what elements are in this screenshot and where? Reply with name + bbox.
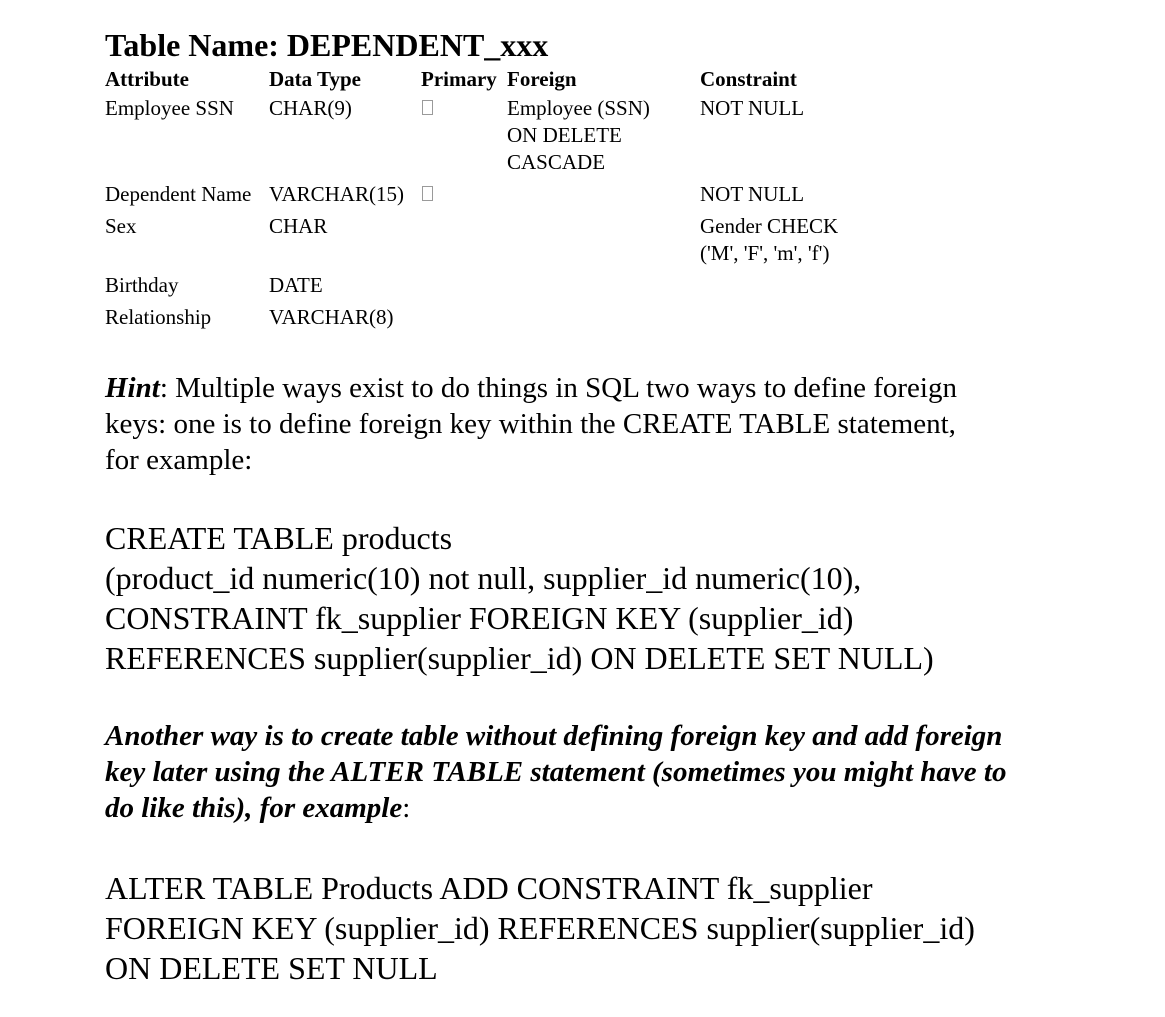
- primary-key-checkbox-icon: [422, 186, 433, 201]
- cell-data-type: DATE: [269, 273, 323, 297]
- another-way-text: Another way is to create table without defining foreign key and add foreign key later using the ALTER TABLE statement (sometimes you might have to do like this), for example: [105, 720, 1007, 824]
- another-way-colon: :: [402, 792, 411, 824]
- cell-primary: [421, 270, 507, 302]
- table-row: [105, 270, 900, 302]
- cell-foreign: [507, 270, 700, 302]
- cell-constraint: NOT NULL: [700, 182, 805, 206]
- hint-paragraph: [105, 370, 965, 478]
- table-row: [105, 302, 900, 334]
- table-row: [105, 211, 900, 270]
- cell-primary: [421, 93, 507, 179]
- cell-foreign: Employee (SSN) ON DELETE CASCADE: [507, 96, 650, 174]
- cell-attribute: Dependent Name: [105, 182, 252, 206]
- table-row: [105, 179, 900, 211]
- schema-header-row: [105, 66, 900, 93]
- cell-constraint: [700, 270, 900, 302]
- cell-constraint: [700, 302, 900, 334]
- hint-label: Hint: [105, 372, 160, 404]
- hint-text: : Multiple ways exist to do things in SQL two ways to define foreign keys: one is to define foreign key within the CREATE TABLE statement, for example:: [105, 372, 957, 476]
- cell-primary: [421, 179, 507, 211]
- table-title: Table Name: DEPENDENT_xxx: [105, 27, 549, 63]
- header-foreign: Foreign: [507, 67, 577, 91]
- cell-foreign: [507, 211, 700, 270]
- document-page: [105, 26, 1145, 988]
- cell-data-type: CHAR(9): [269, 96, 352, 120]
- header-data-type: Data Type: [269, 67, 361, 91]
- cell-attribute: Employee SSN: [105, 96, 234, 120]
- cell-attribute: Birthday: [105, 273, 179, 297]
- cell-attribute: Sex: [105, 214, 137, 238]
- create-table-example: CREATE TABLE products (product_id numeric(10) not null, supplier_id numeric(10), CONSTRAINT fk_supplier FOREIGN KEY (supplier_id) REFERENCES supplier(supplier_id) ON DELETE SET NULL): [105, 520, 934, 676]
- header-primary: Primary: [421, 67, 497, 91]
- primary-key-checkbox-icon: [422, 100, 433, 115]
- cell-data-type: VARCHAR(8): [269, 305, 394, 329]
- cell-attribute: Relationship: [105, 305, 212, 329]
- header-attribute: Attribute: [105, 67, 189, 91]
- schema-table: [105, 66, 900, 334]
- cell-primary: [421, 302, 507, 334]
- cell-data-type: VARCHAR(15): [269, 182, 404, 206]
- cell-constraint: Gender CHECK ('M', 'F', 'm', 'f'): [700, 214, 839, 265]
- cell-foreign: [507, 302, 700, 334]
- another-way-paragraph: [105, 718, 1025, 826]
- cell-primary: [421, 211, 507, 270]
- alter-table-example: ALTER TABLE Products ADD CONSTRAINT fk_supplier FOREIGN KEY (supplier_id) REFERENCES supplier(supplier_id) ON DELETE SET NULL: [105, 870, 975, 986]
- header-constraint: Constraint: [700, 67, 797, 91]
- cell-data-type: CHAR: [269, 214, 328, 238]
- cell-foreign: [507, 179, 700, 211]
- cell-constraint: NOT NULL: [700, 96, 805, 120]
- table-row: [105, 93, 900, 179]
